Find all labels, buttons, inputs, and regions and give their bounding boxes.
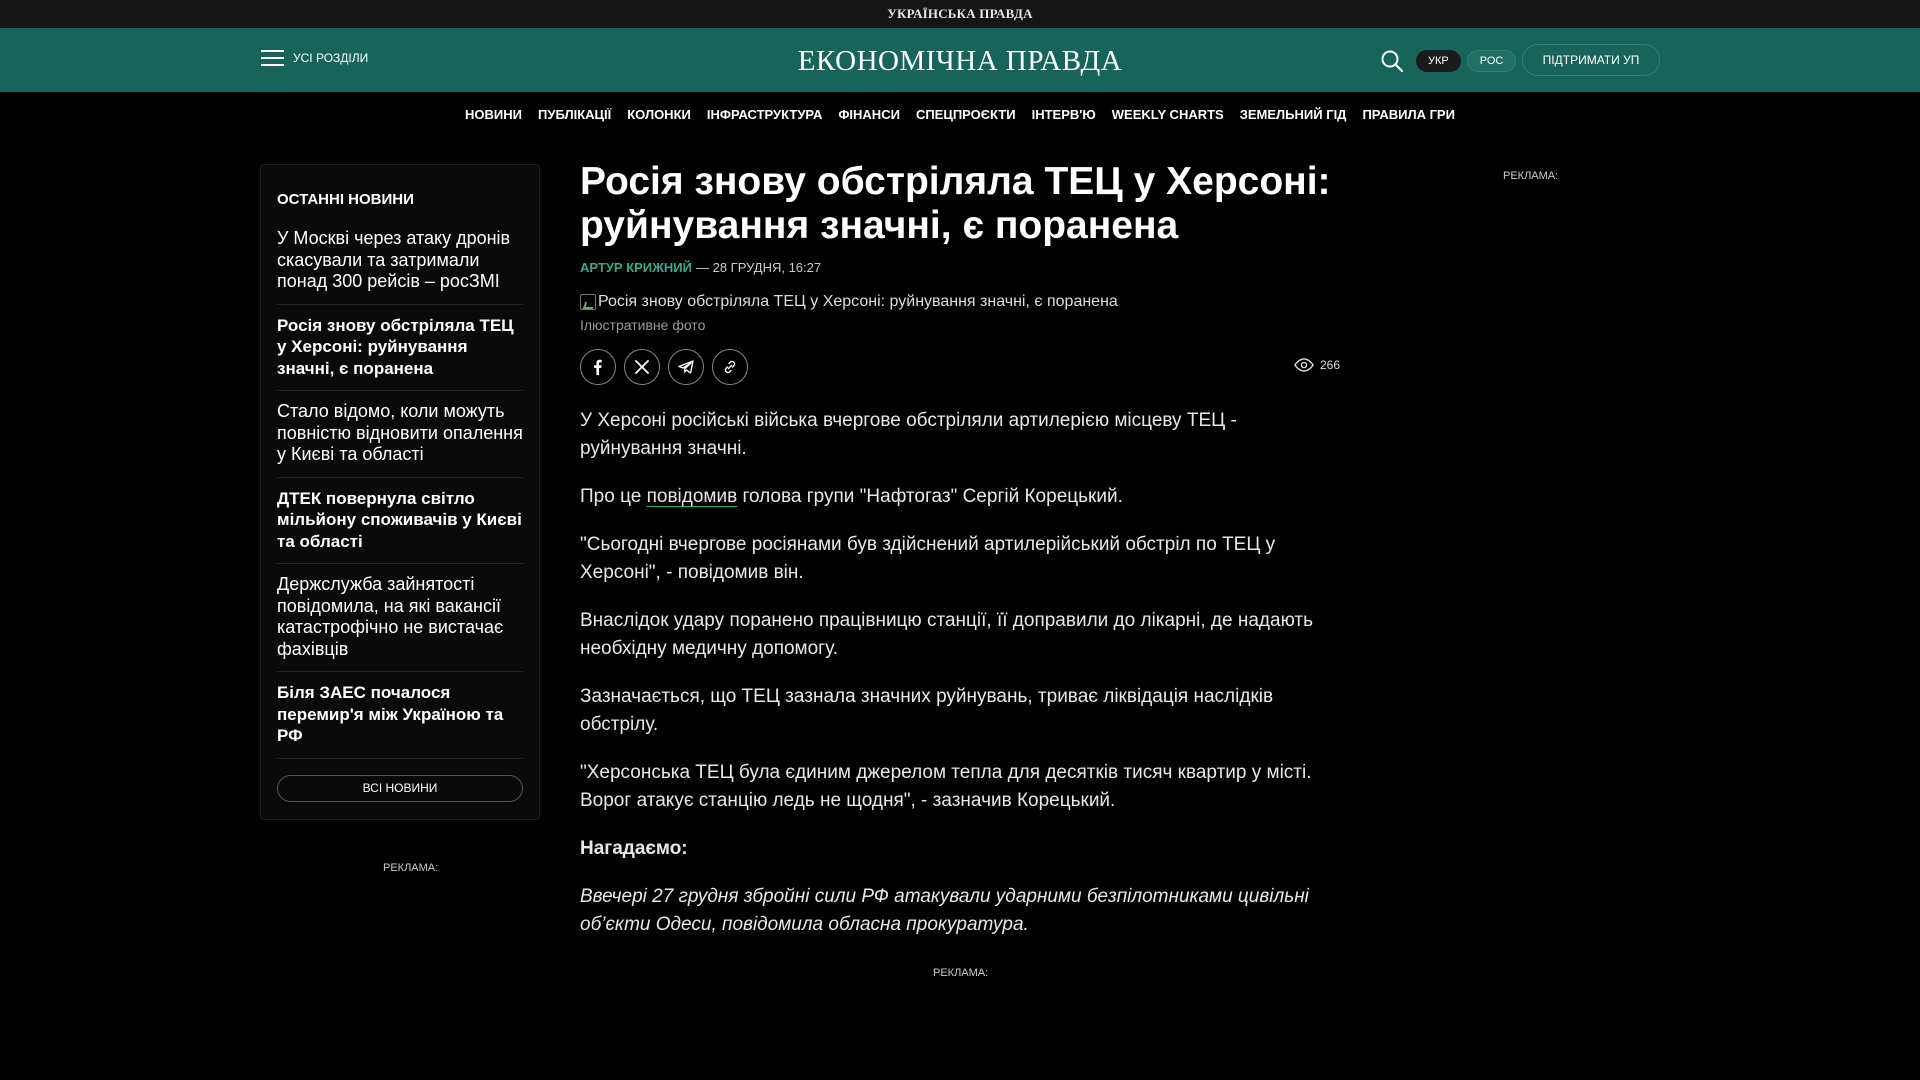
language-switch: [1416, 50, 1516, 72]
news-item[interactable]: Стало відомо, коли можуть повністю відновити опалення у Києві та області: [277, 391, 523, 478]
nav-item-columns[interactable]: КОЛОНКИ: [627, 106, 691, 122]
ad-label-article: РЕКЛАМА:: [933, 967, 989, 979]
author-link[interactable]: АРТУР КРИЖНИЙ: [580, 260, 692, 275]
image-caption: Ілюстративне фото: [580, 317, 706, 333]
nav-item-publications[interactable]: ПУБЛІКАЦІЇ: [538, 106, 612, 122]
copy-link-button[interactable]: [712, 349, 748, 385]
lang-ukr-button[interactable]: УКР: [1416, 50, 1461, 72]
nav-item-special-projects[interactable]: СПЕЦПРОЄКТИ: [915, 106, 1016, 122]
nav-item-interview[interactable]: ІНТЕРВ'Ю: [1031, 106, 1096, 122]
site-header: [0, 28, 1920, 92]
top-bar: [0, 0, 1920, 28]
reminder-heading: Нагадаємо:: [580, 838, 688, 859]
article-figure: [580, 293, 1340, 333]
article: [580, 160, 1340, 959]
paragraph: Внаслідок удару поранено працівницю станції, її доправили до лікарні, де надають необхідну медичну допомогу.: [580, 610, 1314, 659]
all-sections-label: УСІ РОЗДІЛИ: [293, 51, 369, 65]
views-counter: [1294, 358, 1340, 372]
sidebar-title: ОСТАННІ НОВИНИ: [277, 191, 414, 208]
byline: [580, 260, 1340, 275]
paragraph: "Сьогодні вчергове росіянами був здійснений артилерійський обстріл по ТЕЦ у Херсоні", - повідомив він.: [580, 534, 1276, 583]
news-item[interactable]: Росія знову обстріляла ТЕЦ у Херсоні: руйнування значні, є поранена: [277, 305, 523, 392]
source-link[interactable]: повідомив: [646, 486, 738, 507]
nav-item-land-guide[interactable]: ЗЕМЕЛЬНИЙ ГІД: [1239, 106, 1347, 122]
ad-label-right: РЕКЛАМА:: [1503, 170, 1559, 182]
share-row: [580, 349, 1340, 387]
lang-ros-button[interactable]: РОС: [1467, 50, 1517, 72]
image-alt-text: Росія знову обстріляла ТЕЦ у Херсоні: руйнування значні, є поранена: [598, 293, 1118, 310]
facebook-share-button[interactable]: [580, 349, 616, 385]
all-news-button[interactable]: ВСІ НОВИНИ: [277, 775, 523, 802]
paragraph: Зазначається, що ТЕЦ зазнала значних руйнувань, триває ліквідація наслідків обстрілу.: [580, 686, 1274, 735]
ad-label-sidebar: РЕКЛАМА:: [383, 862, 439, 874]
publish-date: — 28 ГРУДНЯ, 16:27: [695, 260, 822, 275]
views-count: 266: [1319, 358, 1340, 372]
all-sections-button[interactable]: [261, 50, 368, 66]
broken-image-icon: [580, 294, 596, 310]
main-nav: [0, 98, 1920, 130]
search-icon[interactable]: [1379, 48, 1405, 74]
nav-item-news[interactable]: НОВИНИ: [465, 106, 523, 122]
paragraph-text: Про це: [580, 486, 647, 507]
parent-site-link[interactable]: УКРАЇНСЬКА ПРАВДА: [887, 6, 1033, 21]
link-icon: [722, 359, 738, 375]
x-icon: [634, 359, 650, 375]
site-logo[interactable]: ЕКОНОМІЧНА ПРАВДА: [797, 45, 1123, 77]
paragraph: У Херсоні російські війська вчергове обстріляли артилерією місцеву ТЕЦ - руйнування значні.: [580, 410, 1237, 459]
news-item[interactable]: У Москві через атаку дронів скасували та затримали понад 300 рейсів – росЗМІ: [277, 218, 523, 305]
support-button[interactable]: ПІДТРИМАТИ УП: [1522, 44, 1660, 76]
telegram-icon: [678, 359, 694, 375]
news-item[interactable]: Держслужба зайнятості повідомила, на які вакансії катастрофічно не вистачає фахівців: [277, 564, 523, 672]
article-image: [580, 293, 1340, 311]
nav-item-infrastructure[interactable]: ІНФРАСТРУКТУРА: [706, 106, 823, 122]
latest-news-sidebar: [260, 164, 540, 820]
news-item[interactable]: ДТЕК повернула світло мільйону споживачів у Києві та області: [277, 478, 523, 565]
article-title: Росія знову обстріляла ТЕЦ у Херсоні: руйнування значні, є поранена: [580, 160, 1331, 247]
hamburger-icon: [261, 50, 284, 66]
x-share-button[interactable]: [624, 349, 660, 385]
paragraph: [580, 483, 1340, 511]
news-item[interactable]: Біля ЗАЕС почалося перемир'я між Україною та РФ: [277, 672, 523, 759]
paragraph: "Херсонська ТЕЦ була єдиним джерелом тепла для десятків тисяч квартир у місті. Ворог атакує станцію ледь не щодня", - зазначив Корецький.: [580, 762, 1312, 811]
facebook-icon: [590, 359, 606, 375]
telegram-share-button[interactable]: [668, 349, 704, 385]
nav-item-weekly-charts[interactable]: WEEKLY CHARTS: [1111, 106, 1224, 122]
nav-item-finance[interactable]: ФІНАНСИ: [838, 106, 900, 122]
paragraph: Ввечері 27 грудня збройні сили РФ атакували ударними безпілотниками цивільні об’єкти Одеси, повідомила обласна прокуратура.: [580, 886, 1309, 935]
nav-item-rules[interactable]: ПРАВИЛА ГРИ: [1362, 106, 1455, 122]
article-body: [580, 407, 1340, 939]
paragraph-text: голова групи "Нафтогаз" Сергій Корецький.: [737, 486, 1123, 507]
eye-icon: [1294, 358, 1314, 372]
